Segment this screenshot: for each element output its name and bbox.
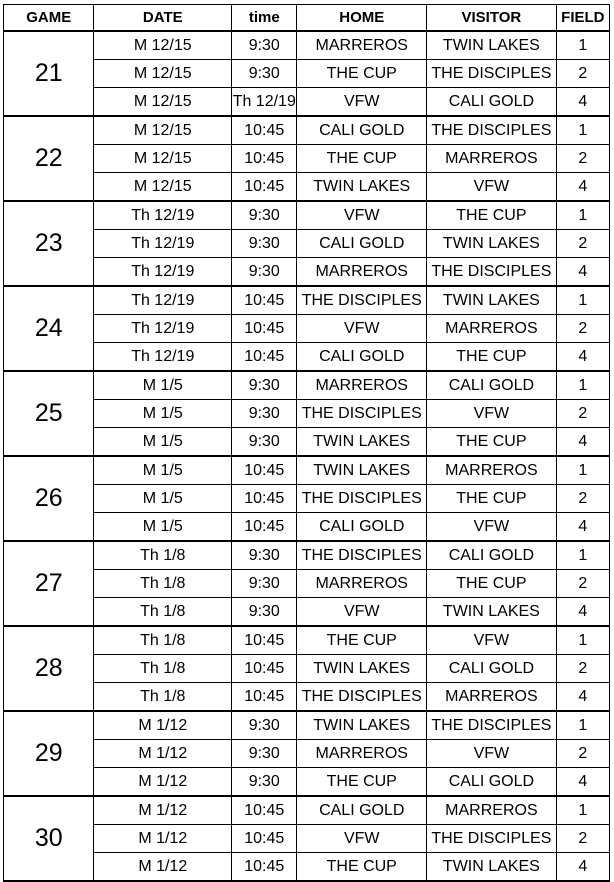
home-team-cell: VFW — [297, 88, 427, 117]
home-team-cell: MARREROS — [297, 570, 427, 598]
visitor-team-cell: TWIN LAKES — [427, 853, 557, 882]
time-cell: 9:30 — [232, 541, 297, 570]
time-cell: 9:30 — [232, 428, 297, 457]
game-number: 27 — [4, 541, 94, 626]
date-cell: Th 1/8 — [94, 626, 232, 655]
field-cell: 4 — [556, 853, 609, 882]
date-cell: M 1/5 — [94, 485, 232, 513]
date-cell: Th 12/19 — [94, 258, 232, 287]
header-visitor: VISITOR — [427, 5, 557, 32]
field-cell: 2 — [556, 655, 609, 683]
visitor-team-cell: THE CUP — [427, 485, 557, 513]
date-cell: M 1/12 — [94, 711, 232, 740]
date-cell: M 12/15 — [94, 88, 232, 117]
date-cell: Th 1/8 — [94, 655, 232, 683]
time-cell: 9:30 — [232, 570, 297, 598]
date-cell: Th 1/8 — [94, 570, 232, 598]
field-cell: 1 — [556, 286, 609, 315]
time-cell: 10:45 — [232, 116, 297, 145]
home-team-cell: MARREROS — [297, 740, 427, 768]
game-number: 24 — [4, 286, 94, 371]
date-cell: M 1/5 — [94, 428, 232, 457]
home-team-cell: TWIN LAKES — [297, 173, 427, 202]
game-number: 22 — [4, 116, 94, 201]
home-team-cell: THE DISCIPLES — [297, 541, 427, 570]
home-team-cell: MARREROS — [297, 31, 427, 60]
visitor-team-cell: MARREROS — [427, 145, 557, 173]
home-team-cell: TWIN LAKES — [297, 711, 427, 740]
date-cell: M 1/5 — [94, 400, 232, 428]
field-cell: 2 — [556, 570, 609, 598]
table-row — [4, 60, 610, 88]
date-cell: M 1/5 — [94, 513, 232, 542]
table-row — [4, 711, 610, 740]
date-cell: M 12/15 — [94, 31, 232, 60]
visitor-team-cell: THE CUP — [427, 201, 557, 230]
time-cell: 9:30 — [232, 201, 297, 230]
table-row — [4, 286, 610, 315]
time-cell: 10:45 — [232, 626, 297, 655]
table-row — [4, 768, 610, 797]
home-team-cell: THE CUP — [297, 145, 427, 173]
schedule-body — [4, 31, 610, 881]
home-team-cell: CALI GOLD — [297, 230, 427, 258]
time-cell: 10:45 — [232, 173, 297, 202]
table-row — [4, 315, 610, 343]
time-cell: Th 12/19 — [232, 88, 297, 117]
home-team-cell: MARREROS — [297, 371, 427, 400]
header-home: HOME — [297, 5, 427, 32]
table-row — [4, 541, 610, 570]
time-cell: 9:30 — [232, 711, 297, 740]
time-cell: 9:30 — [232, 740, 297, 768]
date-cell: M 1/5 — [94, 371, 232, 400]
field-cell: 1 — [556, 541, 609, 570]
field-cell: 1 — [556, 116, 609, 145]
visitor-team-cell: VFW — [427, 400, 557, 428]
time-cell: 9:30 — [232, 768, 297, 797]
date-cell: M 1/12 — [94, 740, 232, 768]
table-row — [4, 173, 610, 202]
field-cell: 4 — [556, 343, 609, 372]
time-cell: 9:30 — [232, 598, 297, 627]
visitor-team-cell: MARREROS — [427, 796, 557, 825]
time-cell: 10:45 — [232, 485, 297, 513]
table-row — [4, 598, 610, 627]
time-cell: 9:30 — [232, 60, 297, 88]
date-cell: M 1/12 — [94, 825, 232, 853]
field-cell: 4 — [556, 598, 609, 627]
field-cell: 2 — [556, 740, 609, 768]
table-row — [4, 371, 610, 400]
home-team-cell: VFW — [297, 315, 427, 343]
home-team-cell: CALI GOLD — [297, 116, 427, 145]
date-cell: Th 12/19 — [94, 230, 232, 258]
table-row — [4, 796, 610, 825]
home-team-cell: VFW — [297, 201, 427, 230]
game-number: 30 — [4, 796, 94, 881]
date-cell: M 1/12 — [94, 796, 232, 825]
home-team-cell: THE CUP — [297, 768, 427, 797]
date-cell: M 1/5 — [94, 456, 232, 485]
visitor-team-cell: MARREROS — [427, 456, 557, 485]
visitor-team-cell: VFW — [427, 626, 557, 655]
schedule-table — [3, 4, 610, 882]
table-row — [4, 485, 610, 513]
field-cell: 4 — [556, 88, 609, 117]
table-row — [4, 145, 610, 173]
table-row — [4, 825, 610, 853]
table-row — [4, 88, 610, 117]
visitor-team-cell: THE DISCIPLES — [427, 825, 557, 853]
game-number: 28 — [4, 626, 94, 711]
time-cell: 10:45 — [232, 853, 297, 882]
time-cell: 9:30 — [232, 31, 297, 60]
time-cell: 9:30 — [232, 371, 297, 400]
visitor-team-cell: TWIN LAKES — [427, 286, 557, 315]
visitor-team-cell: TWIN LAKES — [427, 31, 557, 60]
time-cell: 10:45 — [232, 513, 297, 542]
date-cell: M 12/15 — [94, 116, 232, 145]
field-cell: 4 — [556, 173, 609, 202]
field-cell: 2 — [556, 230, 609, 258]
date-cell: M 1/12 — [94, 853, 232, 882]
visitor-team-cell: CALI GOLD — [427, 541, 557, 570]
table-row — [4, 116, 610, 145]
date-cell: Th 1/8 — [94, 683, 232, 712]
time-cell: 9:30 — [232, 230, 297, 258]
date-cell: Th 1/8 — [94, 541, 232, 570]
time-cell: 10:45 — [232, 456, 297, 485]
field-cell: 2 — [556, 60, 609, 88]
date-cell: M 12/15 — [94, 173, 232, 202]
visitor-team-cell: CALI GOLD — [427, 655, 557, 683]
table-row — [4, 683, 610, 712]
home-team-cell: CALI GOLD — [297, 343, 427, 372]
table-row — [4, 740, 610, 768]
field-cell: 1 — [556, 201, 609, 230]
visitor-team-cell: VFW — [427, 740, 557, 768]
date-cell: Th 12/19 — [94, 286, 232, 315]
field-cell: 1 — [556, 456, 609, 485]
field-cell: 4 — [556, 428, 609, 457]
game-number: 25 — [4, 371, 94, 456]
field-cell: 1 — [556, 371, 609, 400]
header-row — [4, 5, 610, 32]
visitor-team-cell: THE CUP — [427, 570, 557, 598]
time-cell: 10:45 — [232, 655, 297, 683]
visitor-team-cell: THE DISCIPLES — [427, 711, 557, 740]
game-number: 23 — [4, 201, 94, 286]
home-team-cell: TWIN LAKES — [297, 655, 427, 683]
visitor-team-cell: TWIN LAKES — [427, 598, 557, 627]
visitor-team-cell: CALI GOLD — [427, 768, 557, 797]
date-cell: M 1/12 — [94, 768, 232, 797]
home-team-cell: THE DISCIPLES — [297, 286, 427, 315]
table-row — [4, 456, 610, 485]
visitor-team-cell: THE DISCIPLES — [427, 60, 557, 88]
home-team-cell: CALI GOLD — [297, 796, 427, 825]
table-row — [4, 400, 610, 428]
home-team-cell: CALI GOLD — [297, 513, 427, 542]
time-cell: 10:45 — [232, 286, 297, 315]
table-row — [4, 655, 610, 683]
field-cell: 2 — [556, 400, 609, 428]
visitor-team-cell: VFW — [427, 513, 557, 542]
home-team-cell: THE CUP — [297, 60, 427, 88]
visitor-team-cell: TWIN LAKES — [427, 230, 557, 258]
visitor-team-cell: VFW — [427, 173, 557, 202]
field-cell: 2 — [556, 145, 609, 173]
field-cell: 2 — [556, 315, 609, 343]
field-cell: 2 — [556, 485, 609, 513]
header-field: FIELD — [556, 5, 609, 32]
visitor-team-cell: THE CUP — [427, 343, 557, 372]
date-cell: Th 12/19 — [94, 343, 232, 372]
game-number: 29 — [4, 711, 94, 796]
table-row — [4, 201, 610, 230]
table-row — [4, 343, 610, 372]
date-cell: M 12/15 — [94, 60, 232, 88]
header-time: time — [232, 5, 297, 32]
field-cell: 2 — [556, 825, 609, 853]
table-row — [4, 230, 610, 258]
time-cell: 10:45 — [232, 683, 297, 712]
table-row — [4, 513, 610, 542]
visitor-team-cell: MARREROS — [427, 683, 557, 712]
visitor-team-cell: CALI GOLD — [427, 88, 557, 117]
field-cell: 4 — [556, 258, 609, 287]
home-team-cell: TWIN LAKES — [297, 456, 427, 485]
header-game: GAME — [4, 5, 94, 32]
game-number: 21 — [4, 31, 94, 116]
home-team-cell: THE CUP — [297, 626, 427, 655]
date-cell: Th 1/8 — [94, 598, 232, 627]
time-cell: 9:30 — [232, 400, 297, 428]
field-cell: 4 — [556, 683, 609, 712]
time-cell: 10:45 — [232, 343, 297, 372]
home-team-cell: THE DISCIPLES — [297, 400, 427, 428]
field-cell: 1 — [556, 31, 609, 60]
table-row — [4, 626, 610, 655]
field-cell: 4 — [556, 768, 609, 797]
home-team-cell: THE CUP — [297, 853, 427, 882]
home-team-cell: TWIN LAKES — [297, 428, 427, 457]
home-team-cell: THE DISCIPLES — [297, 485, 427, 513]
home-team-cell: THE DISCIPLES — [297, 683, 427, 712]
table-row — [4, 570, 610, 598]
table-row — [4, 853, 610, 882]
table-row — [4, 31, 610, 60]
date-cell: M 12/15 — [94, 145, 232, 173]
visitor-team-cell: MARREROS — [427, 315, 557, 343]
visitor-team-cell: THE DISCIPLES — [427, 258, 557, 287]
game-number: 26 — [4, 456, 94, 541]
field-cell: 1 — [556, 796, 609, 825]
date-cell: Th 12/19 — [94, 201, 232, 230]
field-cell: 1 — [556, 626, 609, 655]
visitor-team-cell: CALI GOLD — [427, 371, 557, 400]
time-cell: 10:45 — [232, 145, 297, 173]
home-team-cell: VFW — [297, 598, 427, 627]
date-cell: Th 12/19 — [94, 315, 232, 343]
field-cell: 4 — [556, 513, 609, 542]
visitor-team-cell: THE DISCIPLES — [427, 116, 557, 145]
visitor-team-cell: THE CUP — [427, 428, 557, 457]
header-date: DATE — [94, 5, 232, 32]
time-cell: 9:30 — [232, 258, 297, 287]
table-row — [4, 428, 610, 457]
time-cell: 10:45 — [232, 796, 297, 825]
home-team-cell: VFW — [297, 825, 427, 853]
time-cell: 10:45 — [232, 315, 297, 343]
table-row — [4, 258, 610, 287]
home-team-cell: MARREROS — [297, 258, 427, 287]
field-cell: 1 — [556, 711, 609, 740]
time-cell: 10:45 — [232, 825, 297, 853]
